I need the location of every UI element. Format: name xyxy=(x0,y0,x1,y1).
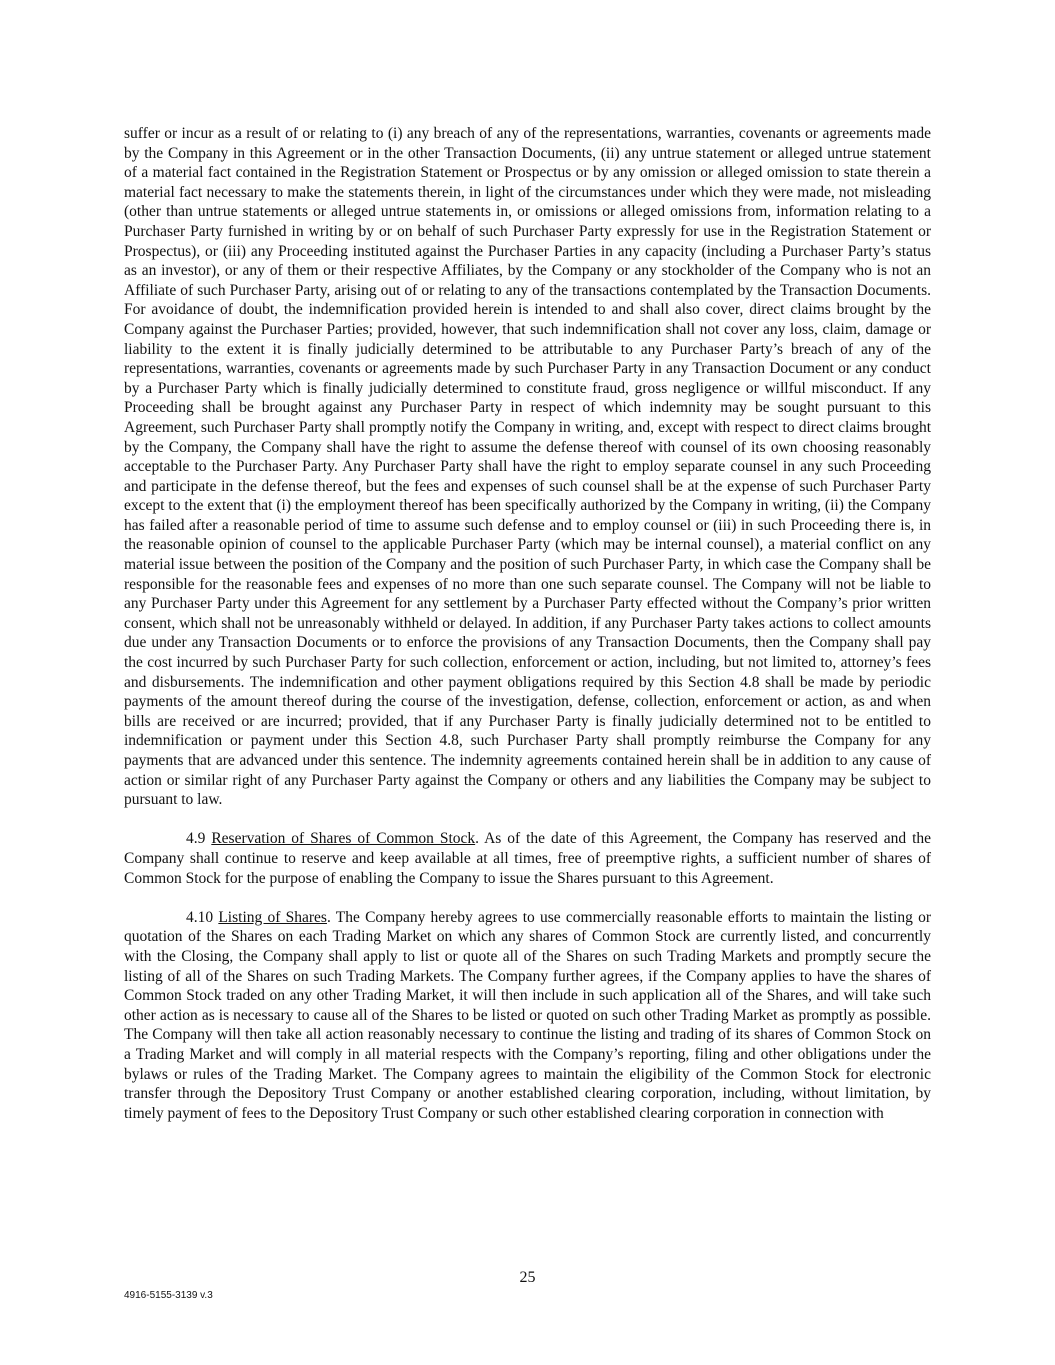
section-heading: Listing of Shares xyxy=(218,908,327,926)
section-text: . The Company hereby agrees to use commercially reasonable efforts to maintain the listing or quotation of the Shares on each Trading Market on which any shares of Common Stock are currently listed, and concurrently with the Closing, the Company shall apply to list or quote all of the Shares on such Trading Markets and promptly secure the listing of all of the Shares on such Trading Markets. The Company further agrees, if the Company applies to have the shares of Common Stock traded on any other Trading Market, it will then include in such application all of the Shares, and will take such other action as is necessary to cause all of the Shares to be listed or quoted on such other Trading Market as promptly as possible. The Company will then take all action reasonably necessary to continue the listing and trading of its shares of Common Stock on a Trading Market and will comply in all material respects with the Company’s reporting, filing and other obligations under the bylaws or rules of the Trading Market. The Company agrees to maintain the eligibility of the Common Stock for electronic transfer through the Depository Trust Company or another established clearing corporation, including, without limitation, by timely payment of fees to the Depository Trust Company or such other established clearing corporation in connection with xyxy=(124,908,931,1122)
document-id: 4916-5155-3139 v.3 xyxy=(124,1290,213,1301)
paragraph-section-4-9 xyxy=(124,829,931,888)
section-number: 4.10 xyxy=(186,908,214,926)
section-number: 4.9 xyxy=(186,830,206,848)
paragraph-indemnification-continued: suffer or incur as a result of or relating to (i) any breach of any of the representations, warranties, covenants or agreements made by the Company in this Agreement or in the other Transaction Documents, (ii) any untrue statement or alleged untrue statement of a material fact contained in the Registration Statement or Prospectus or by any omission or alleged omission to state therein a material fact necessary to make the statements therein, in light of the circumstances under which they were made, not misleading (other than untrue statements or alleged untrue statements in, or omissions or alleged omissions from, information relating to a Purchaser Party furnished in writing by or on behalf of such Purchaser Party expressly for use in the Registration Statement or Prospectus), or (iii) any Proceeding instituted against the Purchaser Parties in any capacity (including a Purchaser Party’s status as an investor), or any of them or their respective Affiliates, by the Company or any stockholder of the Company who is not an Affiliate of such Purchaser Party, arising out of or relating to any of the transactions contemplated by the Transaction Documents. For avoidance of doubt, the indemnification provided herein is intended to and shall also cover, direct claims brought by the Company against the Purchaser Parties; provided, however, that such indemnification shall not cover any loss, claim, damage or liability to the extent it is finally judicially determined to be attributable to any Purchaser Party’s breach of any of the representations, warranties, covenants or agreements made by such Purchaser Party in any Transaction Document or any conduct by a Purchaser Party which is finally judicially determined to constitute fraud, gross negligence or willful misconduct. If any Proceeding shall be brought against any Purchaser Party in respect of which indemnity may be sought pursuant to this Agreement, such Purchaser Party shall promptly notify the Company in writing, and, except with respect to direct claims brought by the Company, the Company shall have the right to assume the defense thereof with counsel of its own choosing reasonably acceptable to the Purchaser Party. Any Purchaser Party shall have the right to employ separate counsel in any such Proceeding and participate in the defense thereof, but the fees and expenses of such counsel shall be at the expense of such Purchaser Party except to the extent that (i) the employment thereof has been specifically authorized by the Company in writing, (ii) the Company has failed after a reasonable period of time to assume such defense and to employ counsel or (iii) in such Proceeding there is, in the reasonable opinion of counsel to the applicable Purchaser Party (which may be internal counsel), a material conflict on any material issue between the position of the Company and the position of such Purchaser Party, in which case the Company shall be responsible for the reasonable fees and expenses of no more than one such separate counsel. The Company will not be liable to any Purchaser Party under this Agreement for any settlement by a Purchaser Party effected without the Company’s prior written consent, which shall not be unreasonably withheld or delayed. In addition, if any Purchaser Party takes actions to collect amounts due under any Transaction Documents or to enforce the provisions of any Transaction Documents, then the Company shall pay the cost incurred by such Purchaser Party for such collection, enforcement or action, including, but not limited to, attorney’s fees and disbursements. The indemnification and other payment obligations required by this Section 4.8 shall be made by periodic payments of the amount thereof during the course of the investigation, defense, collection, enforcement or action, as and when bills are received or are incurred; provided, that if any Purchaser Party is finally judicially determined not to be entitled to indemnification or payment under this Section 4.8, such Purchaser Party shall promptly reimburse the Company for any payments that are advanced under this sentence. The indemnity agreements contained herein shall be in addition to any cause of action or similar right of any Purchaser Party against the Company or others and any liabilities the Company may be subject to pursuant to law. xyxy=(124,125,931,809)
section-text: . As of the date of this Agreement, the Company has reserved and the Company shall continue to reserve and keep available at all times, free of preemptive rights, a sufficient number of shares of Common Stock for the purpose of enabling the Company to issue the Shares pursuant to this Agreement. xyxy=(124,830,931,887)
page-number: 25 xyxy=(519,1269,536,1286)
document-body xyxy=(124,124,931,1123)
section-heading: Reservation of Shares of Common Stock xyxy=(211,830,476,848)
paragraph-section-4-10 xyxy=(124,908,931,1124)
